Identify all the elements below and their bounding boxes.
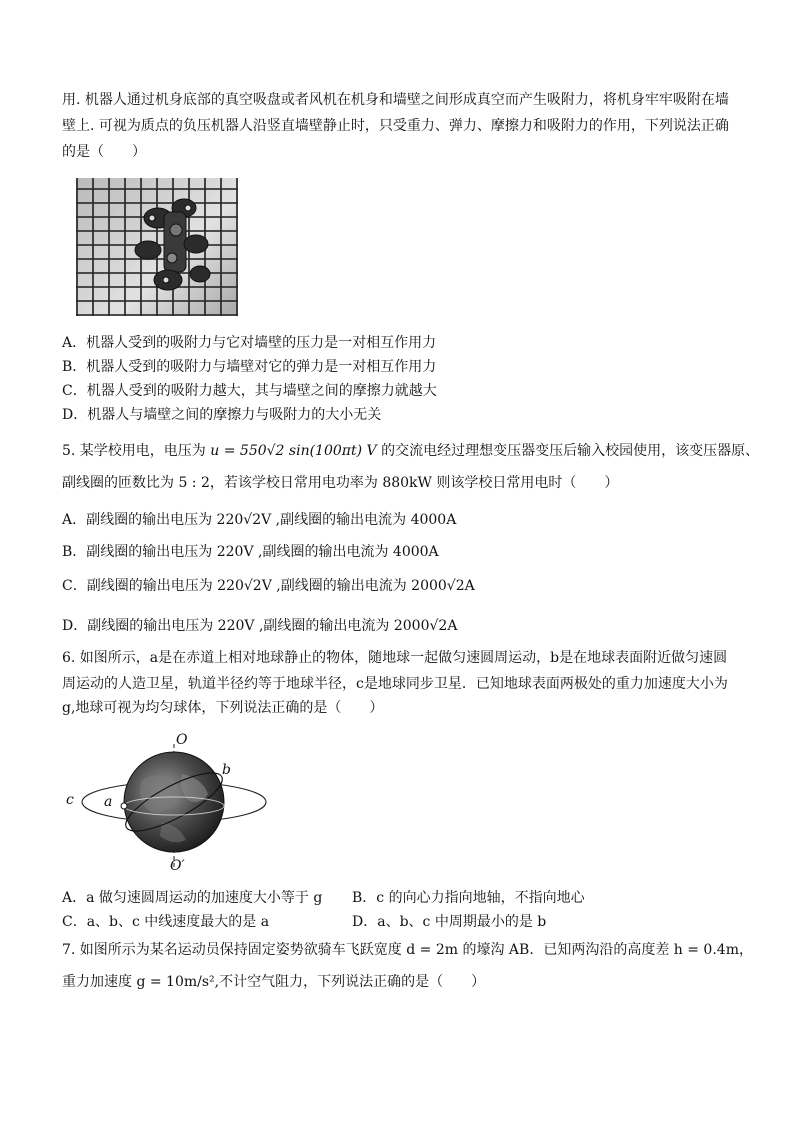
q6-text-line-3: g,地球可视为均匀球体，下列说法正确的是（ ） — [62, 700, 384, 716]
q5-option-a[interactable]: A．副线圈的输出电压为 220√2V ,副线圈的输出电流为 4000A — [62, 512, 457, 528]
q4-option-c[interactable]: C．机器人受到的吸附力越大，其与墙壁之间的摩擦力就越大 — [62, 383, 437, 399]
q5-text-prefix: 5. 某学校用电，电压为 — [62, 443, 206, 459]
earth-orbit-figure — [62, 730, 272, 880]
q4-text-line-3: 的是（ ） — [62, 144, 146, 160]
q5-option-c[interactable]: C．副线圈的输出电压为 220√2V ,副线圈的输出电流为 2000√2A — [62, 578, 475, 594]
q5-voltage-formula: u = 550√2 sin(100πt) V — [210, 443, 377, 459]
q6-text-line-2: 周运动的人造卫星，轨道半径约等于地球半径，c是地球同步卫星．已知地球表面两极处的重力加速度大小为 — [62, 676, 728, 692]
q5-option-d[interactable]: D．副线圈的输出电压为 220V ,副线圈的输出电流为 2000√2A — [62, 618, 458, 634]
q5-text-line-1 — [62, 441, 759, 461]
q7-text-line-1: 7. 如图所示为某名运动员保持固定姿势欲骑车飞跃宽度 d = 2m 的壕沟 AB．已知两沟沿的高度差 h = 0.4m， — [62, 942, 753, 958]
q4-text-line-1: 用. 机器人通过机身底部的真空吸盘或者风机在机身和墙壁之间形成真空而产生吸附力，将机身牢牢吸附在墙 — [62, 92, 729, 108]
axis-label-bottom: O′ — [170, 858, 185, 874]
label-a: a — [104, 794, 113, 810]
robot-wall-photo — [76, 178, 238, 316]
q6-text-line-1: 6. 如图所示，a是在赤道上相对地球静止的物体，随地球一起做匀速圆周运动，b是在地球表面附近做匀速圆 — [62, 650, 728, 666]
q6-option-a[interactable]: A．a 做匀速圆周运动的加速度大小等于 g — [62, 890, 323, 906]
q4-option-d[interactable]: D．机器人与墙壁之间的摩擦力与吸附力的大小无关 — [62, 407, 382, 423]
q5-option-b[interactable]: B．副线圈的输出电压为 220V ,副线圈的输出电流为 4000A — [62, 544, 439, 560]
q7-text-line-2: 重力加速度 g = 10m/s²,不计空气阻力，下列说法正确的是（ ） — [62, 974, 486, 990]
label-b: b — [222, 762, 231, 778]
q4-option-a[interactable]: A．机器人受到的吸附力与它对墙壁的压力是一对相互作用力 — [62, 335, 437, 351]
earth-orbit-diagram — [62, 730, 272, 880]
q6-option-b[interactable]: B．c 的向心力指向地轴，不指向地心 — [352, 890, 585, 906]
q6-option-d[interactable]: D．a、b、c 中周期最小的是 b — [352, 914, 547, 930]
q6-option-c[interactable]: C．a、b、c 中线速度最大的是 a — [62, 914, 270, 930]
q4-text-line-2: 壁上. 可视为质点的负压机器人沿竖直墙壁静止时，只受重力、弹力、摩擦力和吸附力的作用，下列说法正确 — [62, 118, 729, 134]
q4-option-b[interactable]: B．机器人受到的吸附力与墙壁对它的弹力是一对相互作用力 — [62, 359, 437, 375]
axis-label-top: O — [176, 732, 188, 748]
q5-text-suffix: 的交流电经过理想变压器变压后输入校园使用，该变压器原、 — [381, 443, 760, 459]
label-c: c — [66, 792, 74, 808]
robot-illustration — [76, 178, 238, 316]
q5-text-line-2: 副线圈的匝数比为 5 : 2，若该学校日常用电功率为 880kW 则该学校日常用电时（ ） — [62, 475, 619, 491]
